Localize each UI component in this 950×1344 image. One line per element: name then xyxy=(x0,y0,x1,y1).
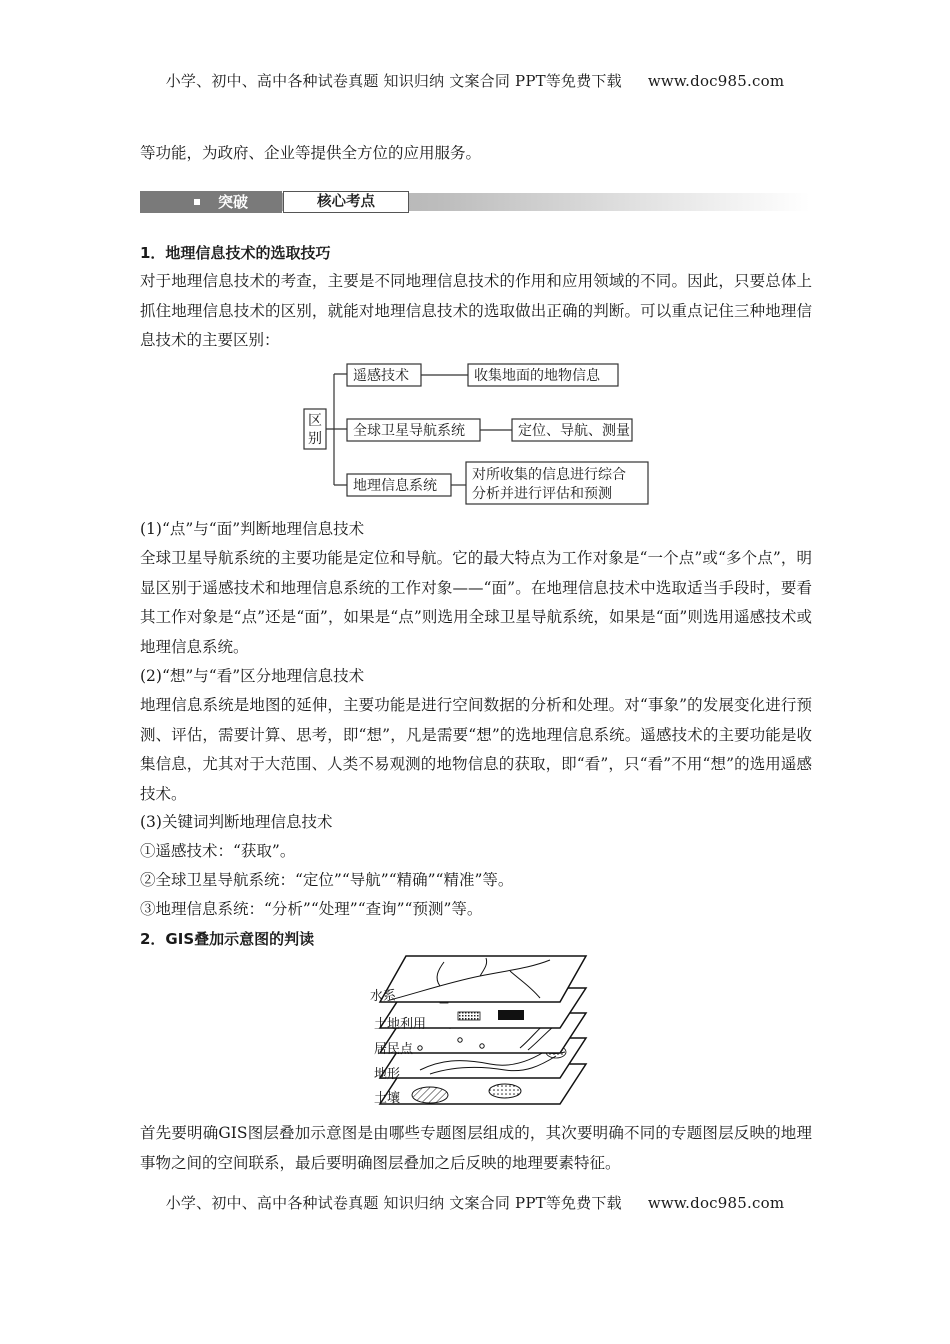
banner-right-label: 核心考点 xyxy=(283,191,409,213)
section1-title: 1．地理信息技术的选取技巧 xyxy=(140,244,331,262)
sub2-title: (2)“想”与“看”区分地理信息技术 xyxy=(140,667,365,685)
gis-desc-line2: 分析并进行评估和预测 xyxy=(472,486,612,502)
footer-site[interactable]: www.doc985.com xyxy=(647,1194,785,1212)
sub3-title: (3)关键词判断地理信息技术 xyxy=(140,813,333,831)
banner-left-label: 突破 xyxy=(218,193,249,211)
header-text: 小学、初中、高中各种试卷真题 知识归纳 文案合同 PPT等免费下载 xyxy=(165,72,622,90)
rs-desc: 收集地面的地物信息 xyxy=(474,368,600,384)
diagram-root-1: 区 xyxy=(308,413,322,429)
banner-left xyxy=(140,191,282,213)
header-site[interactable]: www.doc985.com xyxy=(647,72,785,90)
sub3-item2: ②全球卫星导航系统：“定位”“导航”“精确”“精准”等。 xyxy=(140,871,514,889)
gis-label: 地理信息系统 xyxy=(353,478,437,494)
sub2-para: 地理信息系统是地图的延伸，主要功能是进行空间数据的分析和处理。对“事象”的发展变化进行预测、评估，需要计算、思考，即“想”，凡是需要“想”的选地理信息系统。遥感技术的主要功能是收集信息，尤其对于大范围、人类不易观测的地物信息的获取，即“看”，只“看”不用“想”的选用遥感技术。 xyxy=(140,696,812,803)
layer-label-landuse: 土地利用 xyxy=(374,1017,427,1032)
section-banner xyxy=(140,189,810,215)
gnss-desc: 定位、导航、测量 xyxy=(518,423,630,439)
sub3-item3: ③地理信息系统：“分析”“处理”“查询”“预测”等。 xyxy=(140,900,483,918)
section1-para: 对于地理信息技术的考查，主要是不同地理信息技术的作用和应用领域的不同。因此，只要总体上抓住地理信息技术的区别，就能对地理信息技术的选取做出正确的判断。可以重点记住三种地理信息技术的主要区别： xyxy=(140,272,812,349)
diagram-root-2: 别 xyxy=(308,431,322,447)
layer-label-terrain: 地形 xyxy=(374,1067,401,1082)
gis-overlay-diagram xyxy=(360,952,592,1112)
water-layer xyxy=(380,956,586,1002)
layer-label-soil: 土壤 xyxy=(374,1091,401,1106)
sub1-para: 全球卫星导航系统的主要功能是定位和导航。它的最大特点为工作对象是“一个点”或“多个点”，明显区别于遥感技术和地理信息系统的工作对象——“面”。在地理信息技术中选取适当手段时，要看其工作对象是“点”还是“面”，如果是“点”则选用全球卫星导航系统，如果是“面”则选用遥感技术或地理信息系统。 xyxy=(140,549,812,656)
gnss-label: 全球卫星导航系统 xyxy=(353,423,465,439)
banner-square-icon xyxy=(194,199,200,205)
layer-label-water: 水系 xyxy=(370,989,397,1004)
differences-diagram xyxy=(300,358,652,508)
footer-text: 小学、初中、高中各种试卷真题 知识归纳 文案合同 PPT等免费下载 xyxy=(165,1194,622,1212)
page-footer xyxy=(0,1192,950,1213)
rs-label: 遥感技术 xyxy=(353,368,409,384)
section2-para: 首先要明确GIS图层叠加示意图是由哪些专题图层组成的，其次要明确不同的专题图层反映的地理事物之间的空间联系，最后要明确图层叠加之后反映的地理要素特征。 xyxy=(140,1124,812,1172)
section2-title: 2．GIS叠加示意图的判读 xyxy=(140,930,315,948)
diagram-bracket xyxy=(326,374,347,485)
intro-line: 等功能，为政府、企业等提供全方位的应用服务。 xyxy=(140,144,482,162)
sub3-item1: ①遥感技术：“获取”。 xyxy=(140,842,296,860)
layer-label-settlement: 居民点 xyxy=(374,1042,414,1057)
sub1-title: (1)“点”与“面”判断地理信息技术 xyxy=(140,520,365,538)
page-header xyxy=(0,70,950,91)
gis-desc-line1: 对所收集的信息进行综合 xyxy=(472,467,626,483)
